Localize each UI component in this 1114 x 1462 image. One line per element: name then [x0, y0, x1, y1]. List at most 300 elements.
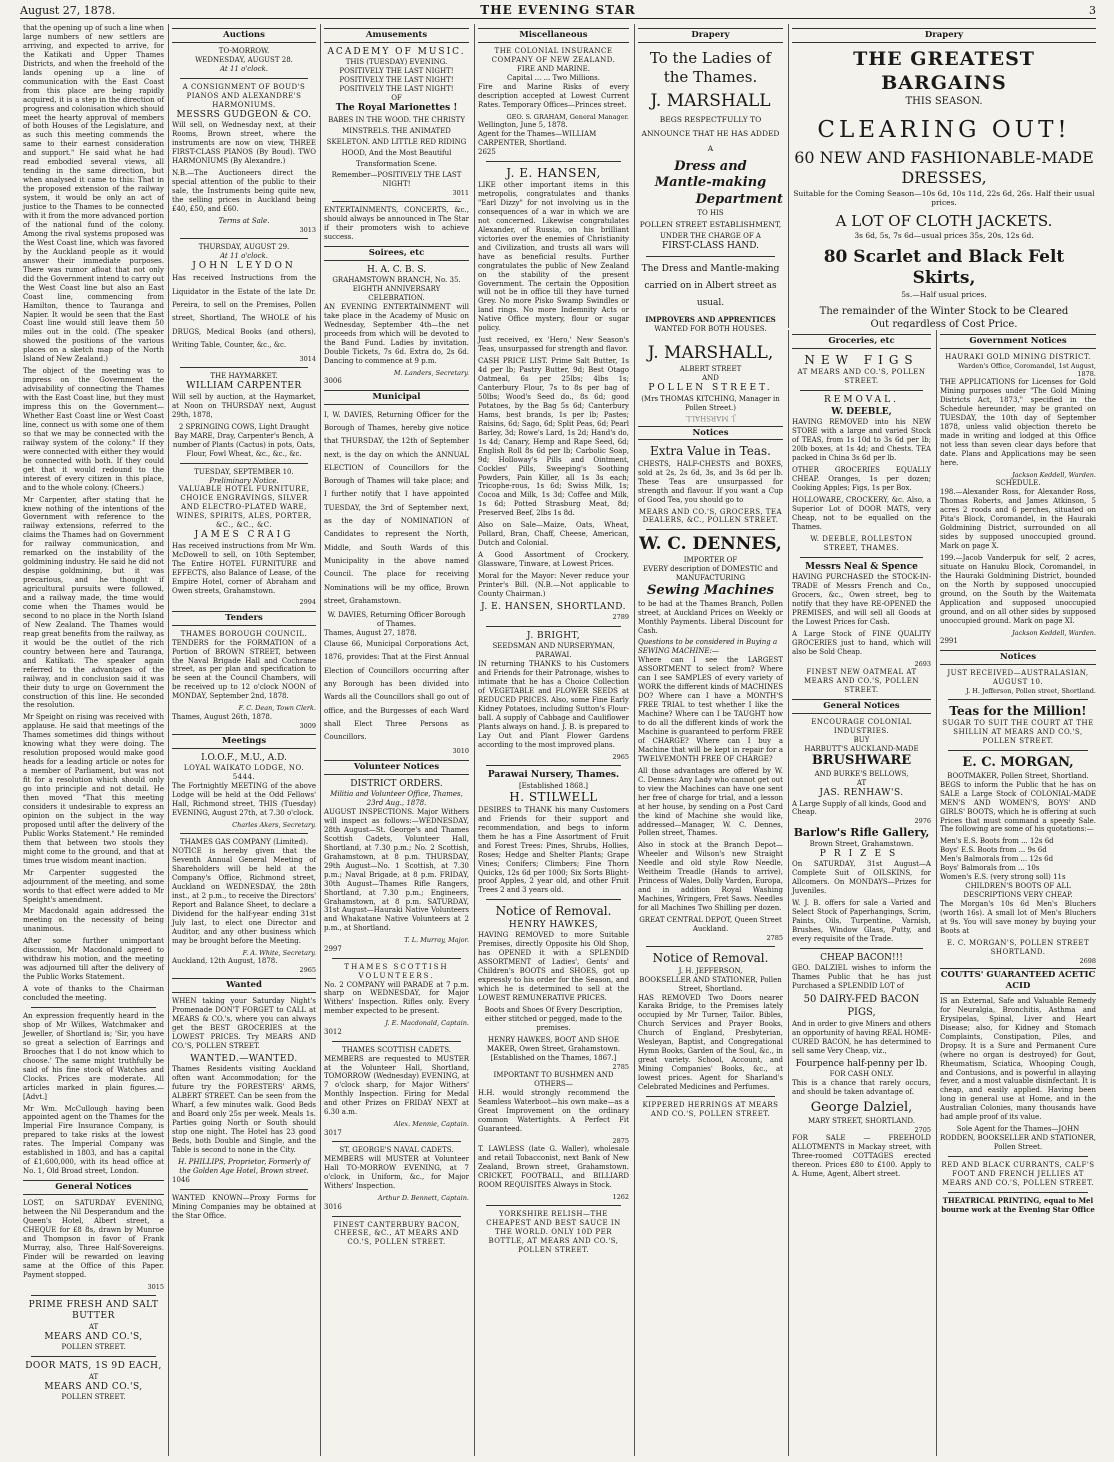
bacon-pigs: 50 DAIRY-FED BACON PIGS, — [803, 994, 920, 1019]
paperhangings: W. J. B. offers for sale a Varied and Select Stock of Paperhangings, Scrim, Paints, Oils, Turpentine, Varnish, Brushes, Window Glass, Putty, and every requisite of the Trade. — [792, 899, 931, 943]
cloth-jackets: A LOT OF CLOTH JACKETS. — [835, 211, 1053, 230]
wanted-ad: Thames Residents visiting Auckland often want Accommodation; for the future try the FORESTERS' ARMS, ALBERT STREET. Can be seen from the Wharf, a few minutes walk. Good Beds and Board only 25s per week. Meals 1s. Parties going North or South should stop one night. The Hotel has 23 good Beds, both Double and Single, and the Table is second to none in the City. — [172, 1065, 316, 1154]
ad-doormats-at: AT — [88, 1372, 99, 1381]
jackets-sub: 3s 6d, 5s, 7s 6d—usual prices 35s, 20s, 12s 6d. — [854, 231, 1034, 241]
soiree-branch: GRAHAMSTOWN BRANCH, No. 35. — [332, 276, 461, 285]
ad-number: 2994 — [299, 598, 316, 607]
divider — [180, 463, 308, 464]
ad-number: 3014 — [299, 355, 316, 364]
section-header-municipal: Municipal — [324, 390, 469, 405]
article-paragraph: A vote of thanks to the Chairman concluded the meeting. — [23, 985, 164, 1003]
jefferson-name: J. H. JEFFERSON, — [678, 966, 743, 975]
dress-mantle-note: The Dress and Mantle-making carried on in Albert street as usual. — [641, 264, 780, 309]
section-header-drapery: Drapery — [638, 28, 783, 43]
hawkes-title: HENRY HAWKES, — [508, 919, 599, 930]
divider — [180, 367, 308, 368]
amusement-remember: Remember—POSITIVELY THE LAST NIGHT! — [331, 170, 462, 188]
teas-signature: MEARS AND CO.'S, GROCERS, TEA DEALERS, &C., POLLEN STREET. — [638, 507, 783, 525]
column-drapery — [634, 24, 786, 1456]
divider — [486, 765, 621, 766]
ad-butter-at: AT — [88, 1322, 99, 1331]
scottish-signature: J. E. Macdonald, Captain. — [385, 1019, 469, 1028]
printing-ad: THEATRICAL PRINTING, equal to Mel bourne work at the Evening Star Office — [941, 1195, 1095, 1214]
article-paragraph: Mr Macdonald again addressed the meeting on the necessity of being unanimous. — [23, 907, 164, 934]
ad-butter-street: POLLEN STREET. — [61, 1343, 126, 1352]
figs-title: NEW FIGS — [804, 352, 919, 367]
removal-title: Notice of Removal. — [495, 904, 612, 919]
section-header-meetings: Meetings — [172, 734, 316, 749]
insurance-agent: Agent for the Thames—WILLIAM CARPENTER, Shortland. — [478, 129, 597, 147]
oatmeal-ad: FINEST NEW OATMEAL AT MEARS AND CO.'S, POLLEN STREET. — [804, 667, 919, 694]
auction-date: WEDNESDAY, AUGUST 28. — [195, 55, 293, 64]
auction-note: N.B.—The Auctioneers direct the special attention of the public to their sale, the Instruments being quite new, the selling prices in Auckland being £40, £50, and £60. — [172, 168, 316, 213]
divider — [180, 1189, 308, 1190]
auction-date: TUESDAY, SEPTEMBER 10. — [194, 467, 294, 476]
ad-number: 3012 — [324, 1027, 342, 1036]
amusement-notice: POSITIVELY THE LAST NIGHT! POSITIVELY THE LAST NIGHT! POSITIVELY THE LAST NIGHT! — [339, 67, 454, 94]
freehold-sale: FOR SALE — FREEHOLD ALLOTMENTS in Mackay street, with Three-roomed COTTAGES erected thereon. Prices £80 to £100. Apply to A. Hume, Agent, Albert street. — [792, 1133, 931, 1178]
article-paragraph: Mr Speight on rising was received with applause. He said that meetings of the Thames sometimes did things without knowing what they were doing. The resolution proposed would make good heads for a leading article or notes for a member of Parliament, but was not fit for a resolution which should only go into principle and not detail. He then moved "That this meeting considers it undesirable to express an opinion on the subject in the way proposed until after the delivery of the Public Works Statement." He reminded them that between two stools they might come to the ground, and that at times true wisdom meant inaction. — [23, 713, 164, 865]
insurance-title: THE COLONIAL INSURANCE COMPANY OF NEW ZEALAND. — [491, 46, 616, 64]
naval-body: MEMBERS will MUSTER at Volunteer Hall TO-MORROW EVENING, at 7 o'clock, in Uniform, &c., for Major Withers' Inspection. — [324, 1155, 469, 1191]
morgan-body: BEGS to inform the Public that he has on SALE a Large Stock of COLONIAL-MADE MEN'S AND WOMEN'S, BOYS' AND GIRLS' BOOTS, which he is offering at such Prices that must command a speedy Sale. The following are some of his quotations:— — [940, 780, 1096, 834]
auction-terms: Terms at Sale. — [218, 216, 270, 225]
cadets-body: MEMBERS are requested to MUSTER at the Volunteer Hall, Shortland, TOMORROW (Wednesday) EVENING, at 7 o'clock sharp, for Major Withers' Monthly Inspection. Firing for Medal and other Prizes on FRIDAY NEXT at 6.30 a.m. — [324, 1054, 469, 1117]
deeble-signature: W. DEEBLE, ROLLESTON STREET, THAMES. — [810, 534, 913, 552]
prizes-body: On SATURDAY, 31st August—A Complete Suit of OILSKINS, for Allcomers. On MONDAYS—Prizes for Juveniles. — [792, 860, 931, 896]
divider — [332, 958, 461, 959]
insurance-body: Fire and Marine Risks of every description accepted at Lowest Current Rates. Temporary Offices—Princes street. — [478, 82, 629, 109]
cadets-title: THAMES SCOTTISH CADETS. — [342, 1045, 451, 1054]
questions-also: Also in stock at the Branch Depot—Wheeler and Wilson's new Straight Needle and old style Row Needle, Weitheim Treadle (Hands to arrive), Princess of Wales, Dolly Varden, Europa, and in addition Royal Washing Machines, Wringers, Fret Saws. Needles for all Machines Two Shilling per dozen. — [638, 841, 783, 913]
divider — [486, 1205, 621, 1206]
hansen-body: LIKE other important items in this metropolis, congratulates and thanks "Earl Dizzy" for not involving us in the consequences of a war in which we are not concerned. Likewise congratulates Alexander, of Russia, on his brilliant victories over the enemies of Christianity and Civilization, and trusts all wars will have as beneficial results. Further congratulates the public of New Zealand on the stability of the present Government. The certain the Opposition will not be in office till they have turned Grey. No more Pisko Swamp Swindles or land rings. No more Indemnity Acts or Native Office mystery, flour or sugar policy. — [478, 181, 629, 333]
amusement-name: The Royal Marionettes ! — [335, 103, 458, 114]
barlow-address: Brown Street, Grahamstown. — [809, 839, 914, 848]
deeble-body: HAVING REMOVED into his NEW STORE with a large and varied Stock of TEAS, from 1s 10d to 3s 6d per lb; 20lb boxes, at 1s 4d; and Chests. TEA packed in China 3s 6d per lb. — [792, 418, 931, 462]
cheap-bacon-title: CHEAP BACON!!! — [820, 952, 903, 963]
auctioneer-name: MESSRS GUDGEON & CO. — [176, 109, 312, 120]
hansen-signature: J. E. HANSEN, SHORTLAND. — [480, 601, 627, 612]
just-received-signature: J. H. Jefferson, Pollen street, Shortland. — [965, 686, 1096, 695]
municipal-clause: Clause 66, Municipal Corporations Act, 1876, provides: That at the First Annual Election of Councillors occurring after any Borough has been divided into Wards all the Councillors shall go out of office, and the Burgesses of each Ward shall Elect Three Persons as Councillors. — [324, 640, 469, 742]
divider — [332, 1041, 461, 1042]
price-line: Women's E.S. (very strong soll) 11s — [940, 873, 1066, 882]
column-airey-drapery — [788, 24, 1099, 328]
divider — [180, 78, 308, 79]
auction-date: THURSDAY, AUGUST 29. — [198, 242, 290, 251]
hawkes-boots: Boots and Shoes Of Every Description, either stitched or pegged, made to the premises. — [484, 1005, 623, 1032]
gas-body: NOTICE is hereby given that the Seventh Annual General Meeting of Shareholders will be held at the Company's Office, Richmond street, Auckland on WEDNESDAY, the 28th inst., at 2 p.m., to receive the Directors' Report and Balance Sheet, to declare a Dividend for the half-year ending 31st July last, to elect one Director and Auditor, and any other business which may be brought before the Meeting. — [172, 847, 316, 945]
auction-title: A CONSIGNMENT OF BOUD'S PIANOS AND ALEXANDRE'S HARMONIUMS. — [182, 82, 306, 109]
gas-signature: F. A. White, Secretary. — [242, 948, 316, 957]
questions-answer: All those advantages are offered by W. C. Dennes: Any Lady who cannot get out to view the Machines can have one sent her free of charge for trial, and a lesson at her house, by sending on a Post Card the kind of Machine she would like, addressed—Manager, W. C. Dennes, Pollen street, Thames. — [638, 766, 783, 838]
this-season: THIS SEASON. — [905, 95, 983, 107]
hansen-title: J. E. HANSEN, — [506, 165, 601, 180]
notice-lost: LOST, on SATURDAY EVENING, between the Nil Desperandum and the Queen's Hotel, Albert street, a CHEQUE for £8 8s, drawn by Munroe and Thompson in favor of Frank Murray, also, Three Half-Sovereigns. Finder will be rewarded on leaving same at the Office of this Paper. Payment stopped. — [23, 1199, 164, 1279]
schedule-signature: Jackson Keddell, Warden. — [1012, 628, 1096, 637]
ad-number: 1046 — [172, 1175, 190, 1184]
hauraki-title: HAURAKI GOLD MINING DISTRICT. — [945, 352, 1091, 361]
auction-preliminary: Preliminary Notice. — [209, 476, 279, 485]
questions-title: Questions to be considered in Buying a SEWING MACHINE:— — [638, 638, 778, 656]
section-header-general-notices-2: General Notices — [792, 699, 931, 714]
ad-number: 3015 — [147, 1282, 164, 1291]
relish-ad: YORKSHIRE RELISH—THE CHEAPEST AND BEST SAUCE IN THE WORLD. ONLY 10D PER BOTTLE, AT MEARS AND CO.'S, POLLEN STREET. — [486, 1209, 621, 1254]
article-paragraph: Mr Wm. McCullough having been appointed agent on the Thames for the Imperial Fire Insurance Company, is prepared to take risks at the lowest rates. The Imperial Company was established in 1803, and has a capital of £1,600,000, with its head office at No. 1, Old Broad street, London. — [23, 1104, 164, 1176]
divider — [31, 1007, 156, 1008]
ad-number: 2965 — [299, 965, 316, 974]
ad-number: 2976 — [914, 817, 931, 826]
brushware-title: BRUSHWARE — [811, 753, 912, 769]
sixty-dresses: 60 NEW AND FASHIONABLE-MADE DRESSES, — [794, 147, 1094, 188]
morgan-signature: E. C. MORGAN'S, POLLEN STREET SHORTLAND. — [946, 938, 1090, 956]
gas-date: Auckland, 12th August, 1878. — [172, 957, 278, 966]
section-header-drapery-2: Drapery — [792, 28, 1096, 43]
hansen-just: Just received, ex 'Hero,' New Season's Teas, unsurpassed for strength and flavor. — [478, 336, 629, 354]
auction-title: VALUABLE HOTEL FURNITURE, CHOICE ENGRAVINGS, SILVER AND ELECTRO-PLATED WARE, WINES, SPIRITS, ALES, PORTER, &C., &C., &C. — [176, 485, 312, 530]
hawkes-signature: HENRY HAWKES, BOOT AND SHOE MAKER, Owen Street, Grahamstown. — [486, 1035, 621, 1053]
cash-only: FOR CASH ONLY. — [829, 1070, 894, 1079]
dress-line-2: Mantle-making — [654, 175, 767, 191]
importer-of: IMPORTER OF — [683, 556, 738, 565]
auction-body: Has received instructions from Mr Wm. McDowell to sell, on 10th September, The Entire HOTEL FURNITURE and EFFECTS, also Balance of Lease, of the Empire Hotel, corner of Abraham and Owen streets, Grahamstown. — [172, 541, 316, 595]
insurance-sub: FIRE AND MARINE. — [517, 64, 590, 73]
clearing-out: CLEARING OUT! — [817, 117, 1071, 144]
dalziel-name: George Dalziel, — [810, 1100, 913, 1116]
divider — [180, 833, 308, 834]
scottish-body: No. 2 COMPANY will PARADE at 7 p.m. sharp on WEDNESDAY, for Major Withers' Inspection. Rifles only. Every member expected to be present. — [324, 980, 469, 1016]
pollen-establishment: POLLEN STREET ESTABLISHMENT, — [639, 219, 782, 229]
divider — [486, 626, 621, 627]
section-header-volunteer-notices: Volunteer Notices — [324, 760, 469, 775]
hauraki-date: Warden's Office, Coromandel, 1st August, 1878. — [958, 361, 1096, 379]
amusement-programme: BABES IN THE WOOD. THE CHRISTY MINSTRELS. THE ANIMATED SKELETON. AND LITTLE RED RIDING HOOD, And the Most Beautiful Transformation Scene. — [326, 115, 467, 169]
hansen-also: Also on Sale—Maize, Oats, Wheat, Pollard, Bran, Chaff, Cheese, American, Dutch and Colonial. — [478, 521, 629, 548]
fourpence: Fourpence half-penny per lb. — [795, 1058, 928, 1069]
column-amusements — [320, 24, 472, 1456]
soiree-title: H. A. C. B. S. — [366, 264, 427, 275]
issue-date: August 27, 1878. — [20, 4, 116, 17]
deeble-other: OTHER GROCERIES EQUALLY CHEAP. Oranges, 1s per dozen; Cooking Apples; Figs, 1s per Box. — [792, 465, 931, 492]
divider — [332, 201, 461, 202]
hawkes-est: [Established on the Thames, 1867.] — [490, 1053, 617, 1062]
ad-number: 3006 — [324, 376, 342, 385]
article-paragraph: The object of the meeting was to impress on the Government the advisability of connecting the Thames with the East Coast line, but they must impress this on the Government—Whether East Coast line or West Coast line, connect us with some one of them so that we may be connected with the railway system of the colony." If they were connected with either they would be connected with both. If they could get that it would redound to the interest of every citizen in this place, and to the whole colony. (Cheers.) — [23, 367, 164, 492]
divider — [486, 899, 621, 900]
teas-body: CHESTS, HALF-CHESTS and BOXES, sold at 2s, 2s 6d, 3s, and 3s 6d per lb. These Teas are unsurpassed for strength and flavour. If you want a Cup of Good Tea, you should go to — [638, 459, 783, 504]
felt-skirts: 80 Scarlet and Black Felt Skirts, — [823, 246, 1065, 289]
municipal-body: I, W. DAVIES, Returning Officer for the Borough of Thames, hereby give notice that THURSDAY, the 12th of September next, is the day on which the ANNUAL ELECTION of Councillors for the Borough of Thames will take place; and I further notify that I have appointed TUESDAY, the 3rd of September next, as the day of NOMINATION of Candidates to represent the North, Middle, and South Wards of this Municipality in the above named Council. The place for receiving Nominations will be my office, Brown street, Grahamstown. — [324, 410, 469, 605]
childrens-body: The Morgan's 10s 6d Men's Bluchers (worth 16s). A small lot of Men's Bluchers at 9s. You will save money by buying your Boots at — [940, 900, 1096, 935]
article-paragraph: that the opening up of such a line when large numbers of new settlers are arriving, and expected to arrive, for the Katikati and Upper Thames Districts, and when the freehold of the lands opening up a line of communication with the East Coast from this place are being rapidly acquired, it is a step in the direction of progress and colonisation which should meet the hearty approval of members of both Houses of the Legislature, and as such this meeting commends the same to their earnest consideration and support." He said what he had read embodied several views, all tending in the same direction, but when analysed it came to this: That in the proposed extension of the railway system, it would be only an act of justice to the Thames to be connected with it from the more advanced portion of the national fund of the colony. Among the rival systems proposed was the West Coast line, which was favored by the Auckland people as it would answer their immediate purposes. There was rumor afloat that not only did the Government intend to carry out the West Coast line but also an East Coast line, commencing from Hamilton, thence to Tauranga and Napier. It would be seen that the East Coast line would still leave them 50 miles out in the cold. (The speaker showed the positions of the various places on a sketch map of the North Island of New Zealand.) — [23, 24, 164, 364]
ad-number: 2785 — [766, 933, 783, 942]
first-class-hand: FIRST-CLASS HAND. — [661, 240, 759, 251]
hawkes-body: HAVING REMOVED to more Suitable Premises, directly Opposite his Old Shop, has OPENED it with a SPLENDID ASSORTMENT of Ladies', Gents' and Children's BOOTS and SHOES, got up expressly to his order for the Season, and which he is determined to sell at the LOWEST REMUNERATIVE PRICES. — [478, 931, 629, 1002]
marshall-name: J. MARSHALL — [650, 91, 771, 112]
price-line: Men's E.S. Boots from ... 12s 6d — [940, 837, 1054, 846]
volunteer-signature: T. L. Murray, Major. — [404, 936, 469, 945]
insurance-capital: Capital ... ... Two Millions. — [506, 73, 600, 82]
barlow-title: Barlow's Rifle Gallery, — [793, 825, 930, 839]
removal-title-2: Notice of Removal. — [652, 951, 769, 966]
albert-street: ALBERT STREET — [679, 365, 742, 374]
bacon-chance: This is a chance that rarely occurs, and should be taken advantage of. — [792, 1079, 931, 1097]
sewing-pre: EVERY description of DOMESTIC and MANUFACTURING — [642, 565, 778, 583]
divider — [800, 948, 923, 949]
column-auctions — [168, 24, 319, 1456]
greatest-bargains: THE GREATEST BARGAINS — [853, 47, 1035, 95]
ad-number: 2875 — [612, 1136, 629, 1145]
section-header-notices: Notices — [638, 426, 783, 441]
auction-body: Has received Instructions from the Liquidator in the Estate of the late Dr. Pereira, to sell on the Premises, Pollen street, Shortland, The WHOLE of his DRUGS, Medical Books (and others), Writing Table, Counter, &c., &c. — [172, 274, 316, 349]
insurance-signature: GEO. S. GRAHAM, General Manager. — [506, 112, 629, 121]
ad-number: 1262 — [612, 1192, 629, 1201]
divider — [646, 529, 775, 530]
ad-number: 3013 — [299, 225, 316, 234]
coutts-signature: Sole Agent for the Thames—JOHN RODDEN, BOOKSELLER AND STATIONER, Pollen Street. — [940, 1125, 1096, 1152]
article-paragraph: After some further unimportant discussion, Mr Macdonald agreed to withdraw his motion, and the meeting was adjourned till after the delivery of the Public Works Statement. — [23, 937, 164, 982]
and-text: AND — [702, 374, 719, 383]
auctioneer-name: WILLIAM CARPENTER — [186, 381, 302, 392]
bright-title: J. BRIGHT, — [526, 630, 581, 641]
sewing-body: to be had at the Thames Branch, Pollen street, at Auckland Prices on Weekly or Monthly Payments. Liberal Discount for Cash. — [638, 599, 783, 635]
divider — [800, 390, 923, 391]
bushmen-body: H.H. would strongly recommend the Seamless Waterboot—his own make—as a Great Improvement on the ordinary common Watertights. A Perfect Fit Guaranteed. — [478, 1088, 629, 1133]
ad-doormats-street: POLLEN STREET. — [61, 1393, 126, 1402]
auction-day: TO-MORROW. — [218, 46, 270, 55]
section-header-amusements: Amusements — [324, 28, 469, 43]
municipal-date: Thames, August 27, 1878. — [324, 629, 417, 638]
ad-number: 2625 — [478, 147, 496, 156]
auction-body: Will sell by auction, at the Haymarket, at Noon on THURSDAY next, August 29th, 1878, — [172, 392, 316, 419]
morgan-sub: BOOTMAKER, Pollen Street, Shortland. — [947, 771, 1089, 780]
coutts-body: IS an External, Safe and Valuable Remedy for Neuralgia, Bronchitis, Asthma and Erysipelas, Spinal, Liver and Heart Disease; also, for Kidney and Stomach Complaints, Constipation, Piles, and Dropsy. It is a Sure and Permanent Cure (where no organ is destroyed) for Gout, Rheumatism, Sciatica, Whooping Cough, and Contusions, and is powerful in allaying fever, and a most valuable disinfectant. It is cheap, and easily applied. Having been long in general use at Home, and in the Australian Colonies, many thousands have had ample proof of its value. — [940, 996, 1096, 1122]
auction-time: At 11 o'clock. — [219, 251, 268, 260]
morgan-name: E. C. MORGAN, — [962, 755, 1074, 771]
hauraki-body: THE APPLICATIONS for Licenses for Gold Mining purposes under "The Gold Mining Districts Act, 1873," specified in the Schedule hereunder, may be granted on TUESDAY, the 10th day of September 1878, unless valid objection thereto be made in writing and lodged at this Office not less than seven clear days before that date. Plans and Applications may be seen here. — [940, 378, 1096, 468]
wanted-ad: WANTED KNOWN—Proxy Forms for Mining Companies may be obtained at the Star Office. — [172, 1193, 316, 1220]
divider — [332, 1141, 461, 1142]
tender-signature: F. C. Dean, Town Clerk. — [238, 704, 316, 713]
coutts-title: COUTTS' GUARANTEED ACETIC ACID — [940, 968, 1096, 994]
ad-number: 2789 — [612, 613, 629, 622]
central-depot: GREAT CENTRAL DEPOT, Queen Street Auckland. — [639, 916, 782, 934]
prizes-title: PRIZES — [819, 848, 904, 859]
section-header-wanted: Wanted — [172, 978, 316, 993]
column-news — [20, 24, 167, 1456]
divider — [948, 750, 1088, 751]
schedule-item: 198.—Alexander Ross, for Alexander Ross, Thomas Roberts, and James Atkinson, 5 acres 2 roods and 6 perches, situated on Pita's Block, Coromandel, in the Hauraki Goldmining District, surrounded on all sides by supposed unoccupied ground. Mark on page X. — [940, 488, 1096, 550]
divider — [332, 1216, 461, 1217]
scottish-title: THAMES SCOTTISH VOLUNTEERS. — [344, 962, 449, 980]
soiree-signature: M. Landers, Secretary. — [393, 368, 469, 377]
dress-line-3: Department — [695, 192, 783, 207]
pollen-street: POLLEN STREET. — [648, 383, 773, 394]
section-header-soirees: Soirees, etc — [324, 246, 469, 261]
auction-items: 2 SPRINGING COWS, Light Draught Bay MARE, Dray, Carpenter's Bench, A number of Plants (Cactus) in pots, Oats, Flour, Fowl Wheat, &c., &c., &c. — [172, 422, 316, 458]
schedule-item: 199.—Jacob Vanderpuk for self, 2 acres, situate on Hanuku Block, Coromandel, in the Hauraki Goldmining District, bounded on the North by supposed unoccupied ground, on the South by the Waitemata Application and supposed unoccupied ground, and on all other sides by supposed unoccupied ground. Mark on page XI. — [940, 553, 1096, 625]
soiree-subtitle: EIGHTH ANNIVERSARY CELEBRATION. — [352, 284, 441, 302]
tender-title: THAMES BOROUGH COUNCIL. — [180, 629, 308, 638]
sixty-sub: Suitable for the Coming Season—10s 6d, 10s 11d, 22s 6d, 26s. Half their usual prices. — [793, 188, 1095, 208]
section-header-general-notices: General Notices — [23, 1180, 164, 1195]
kitching-note: (Mrs THOMAS KITCHING, Manager in Pollen Street.) — [641, 394, 780, 412]
price-line: Men's Balmorals from ... 12s 6d — [940, 855, 1054, 864]
encourage-title: ENCOURAGE COLONIAL INDUSTRIES. — [811, 717, 912, 735]
divider — [31, 1295, 156, 1296]
ad-doormats-shop: MEARS AND CO.'S, — [44, 1381, 143, 1392]
volunteer-body: AUGUST INSPECTIONS. Major Withers will inspect as follows:—WEDNESDAY, 28th August—St. George's and Thames Scottish Cadets, Volunteer Hall, Shortland, at 7.30 p.m.; No. 2 Scottish, Grahamstown, at 8 p.m. THURSDAY, 29th August—No. 1 Scottish, at 7.30 p.m.; Naval Brigade, at 8 p.m. FRIDAY, 30th August—Thames Rifle Rangers, Shortland, at 7.30 p.m.; Engineers, Grahamstown, at 8 p.m. SATURDAY, 31st August—Hauraki Native Volunteers and Whakatane Native Volunteers at 2 p.m., at Shortland. — [324, 808, 469, 933]
hauraki-signature: Jackson Keddell, Warden. — [1012, 470, 1096, 479]
dress-line-1: Dress and — [674, 158, 747, 174]
auction-time: At 11 o'clock. — [219, 64, 268, 73]
lawless-body: T. LAWLESS (late G. Waller), wholesale and retail Tobacconist, next Bank of New Zealand, Brown street, Grahamstown. CRICKET, FOOTBALL, and BILLIARD ROOM REQUISITES Always in Stock. — [478, 1144, 629, 1189]
just-received: JUST RECEIVED—AUSTRALASIAN, AUGUST 10. — [947, 668, 1089, 686]
amusement-evening: THIS (TUESDAY) EVENING. — [345, 58, 448, 67]
figs-shop: AT MEARS AND CO.'S, POLLEN STREET. — [797, 368, 926, 386]
deeble-name: W. DEEBLE, — [831, 406, 892, 417]
section-header-notices-2: Notices — [940, 650, 1096, 665]
ad-number: 2965 — [612, 752, 629, 761]
divider — [646, 1096, 775, 1097]
tender-body: TENDERS for the FORMATION of a Portion of BROWN STREET, between the Naval Brigade Hall and Cochrane street, as per plan and specification to be seen at the Council Chambers, will be received up to 12 o'clock NOON of MONDAY, September 2nd, 1878. — [172, 638, 316, 701]
section-header-miscellaneous: Miscellaneous — [478, 28, 629, 43]
ad-number: 2991 — [940, 636, 958, 645]
sewing-machines: Sewing Machines — [646, 583, 775, 599]
column-government — [936, 330, 1099, 1456]
ad-number: 3016 — [324, 1202, 342, 1211]
section-header-auctions: Auctions — [172, 28, 316, 43]
to-his: TO HIS — [697, 208, 724, 217]
divider — [646, 946, 775, 947]
renhaw-sub: A Large Supply of all kinds, Good and Cheap. — [792, 799, 927, 817]
skirts-sub: 5s.—Half usual prices. — [901, 290, 987, 300]
auctioneer-name: JOHN LEYDON — [192, 260, 296, 271]
naval-signature: Arthur D. Bennett, Captain. — [377, 1194, 469, 1203]
divider — [646, 256, 775, 257]
ad-butter-title: PRIME FRESH AND SALT BUTTER — [28, 1299, 159, 1322]
reversed-imprint: J. MARSHALL — [685, 413, 736, 422]
hansen-crockery: A Good Assortment of Crockery, Glassware, Tinware, at Lowest Prices. — [478, 551, 629, 569]
section-header-groceries: Groceries, etc — [792, 334, 931, 349]
auction-place: THE HAYMARKET. — [210, 372, 278, 381]
meeting-signature: Charles Akers, Secretary. — [232, 820, 316, 829]
soiree-body: AN EVENING ENTERTAINMENT will take place in the Academy of Music on Wednesday, September 4th—the net proceeds from which will be devoted to the Band Fund. Ladies by invitation. Double Tickets, 7s 6d. Extra do, 2s 6d. Dancing to commence at 9 p.m. — [324, 302, 469, 365]
article-paragraph: An expression frequently heard in the shop of Mr Wilkes, Watchmaker and Jeweller, of Shortland is; 'Sir, you have so great a selection of Earrings and Brooches that I do not know which to choose.' The same might truthfully be said of his fine stock of Watches and Clocks. Prices are moderate. All articles marked in plain figures.—[Advt.] — [23, 1011, 164, 1101]
hansen-list: CASH PRICE LIST. Prime Salt Butter, 1s 4d per lb; Pastry Butter, 9d; Best Otago Oatmeal, 6s per 25lbs; 4lbs 1s; Canterbury Flour, 7s to 8s per bag of 50lbs; Wood's Seed do., 8s 6d; good Potatoes, by the Bag 5s 6d; Canterbury Hams, best brands, 1s per lb; Pastes; Raisins, 6d; Sago, 6d; Split Peas, 6d; Pearl Barley, 3d; Rowe's Lard, 1s 2d; Hand's do, 1s 4d; Canary, Hemp and Rape Seed, 6d; English Roll 8s 6d per lb; Carbolic Soap, 9d; Holloway's Pills and Ointment, Cockles' Pills, Sweeping's Soothing Powders, Pain Killer, all 1s 3s each; Tricophe-rous, 1s 6d; Swiss Milk, 1s; Cocoa and Milk, 1s 3d; Coffee and Milk, 1s 6d; Potted Strasburg Meat, 8d; Preserved Beef, 2lbs 1s 8d. — [478, 357, 629, 518]
section-header-government: Government Notices — [940, 334, 1096, 349]
wanted-ad: WHEN taking your Saturday Night's Promenade DON'T FORGET to CALL at MEARS & CO.'s, where you can always get the BEST GROCERIES at the LOWEST PRICES. Try MEARS AND CO.'S, POLLEN STREET. — [172, 997, 316, 1050]
volunteer-title: DISTRICT ORDERS. — [350, 778, 443, 789]
bacon-ad: FINEST CANTERBURY BACON, CHEESE, &C., AT MEARS AND CO.'S, POLLEN STREET. — [333, 1220, 460, 1247]
sugar-ad: SUGAR TO SUIT THE COURT AT THE SHILLIN AT MEARS AND CO.'S, POLLEN STREET. — [942, 719, 1094, 746]
wanted-signature: H. PHILLIPS, Proprietor, Formerly of the Golden Age Hotel, Brown street. — [178, 1157, 310, 1175]
buy-text: BUY — [853, 735, 870, 744]
ad-number: 3017 — [324, 1128, 342, 1137]
bellows-text: AND BURKE'S BELLOWS, — [814, 770, 909, 779]
parawai-title: Parawai Nursery, Thames. — [487, 770, 620, 781]
ad-number: 2705 — [914, 1125, 931, 1134]
herrings-ad: KIPPERED HERRINGS AT MEARS AND CO.'S, POLLEN STREET. — [642, 1100, 779, 1118]
ad-number: 2693 — [914, 659, 931, 668]
ad-butter-shop: MEARS AND CO.'S, — [44, 1331, 143, 1342]
neal-spence-title: Messrs Neal & Spence — [805, 561, 918, 572]
at-text: AT — [856, 779, 867, 788]
meeting-title: I.O.O.F., M.U., A.D. — [201, 752, 287, 763]
bacon-body: And in order to give Miners and others an opportunity of having REAL HOME-CURED BACON, he has determined to sell same Very Cheap, viz., — [792, 1019, 931, 1055]
column-miscellaneous — [474, 24, 632, 1456]
divider — [180, 238, 308, 239]
renhaw-name: JAS. RENHAW'S. — [819, 788, 904, 798]
jefferson-sub: BOOKSELLER AND STATIONER, Pollen Street, Shortland. — [639, 975, 782, 993]
teas-million: Teas for the Million! — [949, 703, 1087, 718]
article-paragraph: Mr Carpenter, after stating that he knew nothing of the intentions of the Government with reference to the railway extensions, referred to the claims the Thames had on Government for railway communication, and remarked on the instability of the goldmining industry. He said he did not despise goldmining, but it was precarious, and he thought if agricultural pursuits were followed, and a railway made, the time would come when the Thames would be second to no place in the North Island of New Zealand. The Thames would reap great benefits from the railway, as it would be the outlet of the rich country between here and Tauranga, and Katikati. The speaker again referred to the advantages of the railway, and in conclusion said it was their duty to urge on Government the construction of this line. He seconded the resolution. — [23, 495, 164, 710]
auction-body: Will sell, on Wednesday next, at their Rooms, Brown street, where the instruments are now on view, THREE FIRST-CLASS PIANOS (By Boud). TWO HARMONIUMS (By Alexandre.) — [172, 121, 316, 165]
ad-number: 2785 — [612, 1062, 629, 1071]
masthead — [20, 4, 1096, 19]
divider — [31, 1356, 156, 1357]
divider — [948, 1192, 1088, 1193]
paper-name: THE EVENING STAR — [480, 3, 636, 17]
ad-number: 2997 — [324, 944, 342, 953]
improvers-wanted: WANTED FOR BOTH HOUSES. — [654, 324, 767, 333]
meeting-lodge: LOYAL WAIKATO LODGE, NO. 5444. — [183, 764, 305, 782]
ladies-line-1: To the Ladies of — [649, 48, 772, 67]
tender-date: Thames, August 26th, 1878. — [172, 712, 273, 721]
under-charge: UNDER THE CHARGE OF A — [660, 231, 761, 240]
winter-stock: The remainder of the Winter Stock to be Cleared Out regardless of Cost Price. — [819, 305, 1069, 328]
dennes-name: W. C. DENNES, — [639, 534, 782, 555]
auctioneer-name: JAMES CRAIG — [194, 530, 294, 541]
neal-spence-groceries: A Large Stock of FINE QUALITY GROCERIES just to hand, which will also be Sold Cheap. — [792, 629, 931, 656]
bushmen-title: IMPORTANT TO BUSHMEN AND OTHERS— — [493, 1070, 614, 1088]
questions-body: Where can I see the LARGEST ASSORTMENT to select from? Where can I see SAMPLES of every variety of WORK the different kinds of MACHINES DO? Where can I have a MONTH'S FREE TRIAL to test whether I like the Machine? Where can I be TAUGHT how to do all the different kinds of work the Machine is guaranteed to perform FREE of CHARGE? Where can I buy a Machine that will be kept in repair for a TWELVEMONTH FREE OF CHARGE? — [638, 656, 784, 763]
ad-doormats-title: DOOR MATS, 1S 9D EACH, — [25, 1361, 162, 1372]
volunteer-sub: Militia and Volunteer Office, Thames, 23rd Aug., 1878. — [330, 790, 463, 808]
marshall-name-2: J. MARSHALL, — [647, 343, 774, 364]
amusement-title: ACADEMY OF MUSIC. — [327, 46, 466, 57]
gas-title: THAMES GAS COMPANY (Limited). — [179, 838, 309, 847]
parawai-est: [Established 1868.] — [518, 781, 589, 790]
divider — [486, 161, 621, 162]
cadets-signature: Alex. Mennie, Captain. — [393, 1120, 469, 1129]
improvers-title: IMPROVERS AND APPRENTICES — [645, 314, 776, 324]
hansen-moral: Moral for the Mayor: Never reduce your Printer's Bill. (N.B.—Not applicable to County Chairman.) — [478, 572, 629, 598]
municipal-signature: W. DAVIES, Returning Officer Borough of Thames. — [327, 611, 466, 629]
ad-number: 3011 — [452, 188, 469, 197]
jelly-ad: RED AND BLACK CURRANTS, CALF'S FOOT AND FRENCH JELLIES AT MEARS AND CO.'S, POLLEN STREET. — [941, 1161, 1095, 1187]
wanted-title: WANTED.—WANTED. — [190, 1053, 298, 1064]
removal-heading: REMOVAL. — [823, 395, 899, 406]
article-paragraph: Mr Carpenter suggested the adjournment of the meeting, and some words to that effect were added to Mr Speight's amendment. — [23, 868, 164, 904]
teas-title: Extra Value in Teas. — [650, 444, 771, 459]
jefferson-body: HAS REMOVED Two Doors nearer Karaka Bridge, to the Premises lately occupied by Mr Turner, Tailor. Bibles, Church Services and Prayer Books, Church of England, Presbyterian, Wesleyan, Baptist, and Congregational Hymn Books, Garden of the Soul, &c., in great variety. School, Account, and Mining Companies' Books, &c., at lowest prices. Agent for Sharland's Celebrated Medicines and Perfumes. — [638, 993, 783, 1092]
bright-sub: SEEDSMAN AND NURSERYMAN, PARAWAI. — [492, 642, 615, 660]
dalziel-address: MARY STREET, SHORTLAND. — [807, 1116, 916, 1125]
stilwell-title: H. STILWELL — [509, 790, 598, 805]
ad-number: 2698 — [1079, 956, 1096, 965]
childrens-boots: CHILDREN'S BOOTS OF ALL DESCRIPTIONS VERY CHEAP. — [963, 882, 1073, 900]
stilwell-body: DESIRES to THANK his many Customers and Friends for their support and recommendation, and begs to inform them he has a Fine Assortment of Fruit and Forest Trees: Pines, Shrubs, Hollies, Roses; Hedge and Shelter Plants; Grape Vines; Conifers; Climbers; Fine Thorn Quicks, 12s 6d per 1000; Six Sorts Blight-proof Apples, 2 year old, and other Fruit Trees 2 and 3 years old. — [478, 805, 629, 895]
meeting-body: The Fortnightly MEETING of the above Lodge will be held at the Odd Fellows' Hall, Richmond street, THIS (Tuesday) EVENING, August 27th, at 7.30 o'clock. — [172, 782, 316, 818]
ladies-line-2: the Thames. — [663, 68, 758, 87]
schedule-title: SCHEDULE. — [995, 479, 1041, 488]
insurance-date: Wellington, June 5, 1878. — [478, 120, 568, 129]
naval-title: ST. GEORGE'S NAVAL CADETS. — [339, 1146, 454, 1155]
page-number: 3 — [1089, 4, 1096, 17]
section-header-tenders: Tenders — [172, 611, 316, 626]
